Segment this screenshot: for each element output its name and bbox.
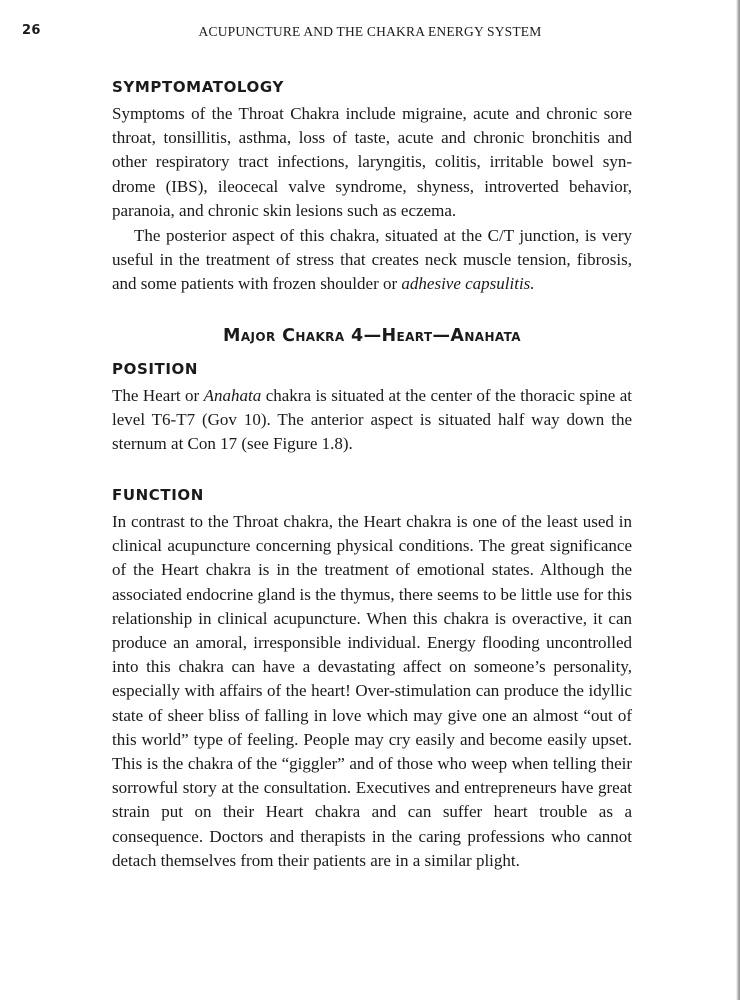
function-paragraph: In contrast to the Throat chakra, the Heart chakra is one of the least used in clinical acupuncture concerning physical conditions. The great significance of the Heart chakra is in the treatment of emotional states. Although the associated endocrine gland is the thymus, there seems to be little use for this relationship in clinical acupuncture. When this chakra is overactive, it can produce an amoral, irresponsible individual. Energy flooding uncontrolled into this chakra can have a devastating affect on someone’s personality, especially with affairs of the heart! Over-stimulation can produce the idyllic state of sheer bliss of falling in love which may give one an almost “out of this world” type of feeling. People may cry easily and become easily upset. This is the chakra of the “giggler” and of those who weep when telling their sorrowful story at the consultation. Executives and entrepreneurs have great strain put on their Heart chakra and can suffer heart trouble as a consequence. Doctors and therapists in the caring professions who cannot detach themselves from their patients are in a similar plight. [112, 512, 632, 870]
page-number: 26 [22, 23, 41, 38]
position-text-end: chakra is situated at the center of the thoracic spine at level T6-T7 (Gov 10). The anterior aspect is situated half way down the sternum at Con 17 (see Figure 1.8). [112, 386, 633, 454]
major-chakra-heading: Major Chakra 4—Heart—Anahata [223, 326, 521, 346]
running-title: ACUPUNCTURE AND THE CHAKRA ENERGY SYSTEM [198, 24, 542, 39]
paragraph-2-italic-term: adhesive capsulitis. [401, 274, 535, 294]
symptomatology-paragraph-1: Symptoms of the Throat Chakra include migraine, acute and chronic sore throat, tonsillitis, asthma, loss of taste, acute and chronic bronchitis and other respiratory tract infections, laryngitis, colitis, irritable bowel syndrome (IBS), ileocecal valve syndrome, shyness, introverted behavior, paranoia, and chronic skin lesions such as eczema. [112, 104, 632, 220]
function-heading: FUNCTION [112, 486, 204, 504]
position-paragraph [112, 384, 632, 457]
symptomatology-paragraph-2 [112, 224, 632, 297]
paragraph-2-text: The posterior aspect of this chakra, situated at the C/T junction, is very useful in the treatment of stress that creates neck muscle tension, fibrosis, and some patients with frozen shoulder or [112, 226, 632, 294]
position-text-start: The Heart or [112, 386, 204, 405]
symptomatology-heading: SYMPTOMATOLOGY [112, 78, 284, 96]
position-heading: POSITION [112, 360, 199, 378]
position-italic-term: Anahata [203, 386, 262, 405]
page-edge-shadow [736, 0, 740, 1000]
